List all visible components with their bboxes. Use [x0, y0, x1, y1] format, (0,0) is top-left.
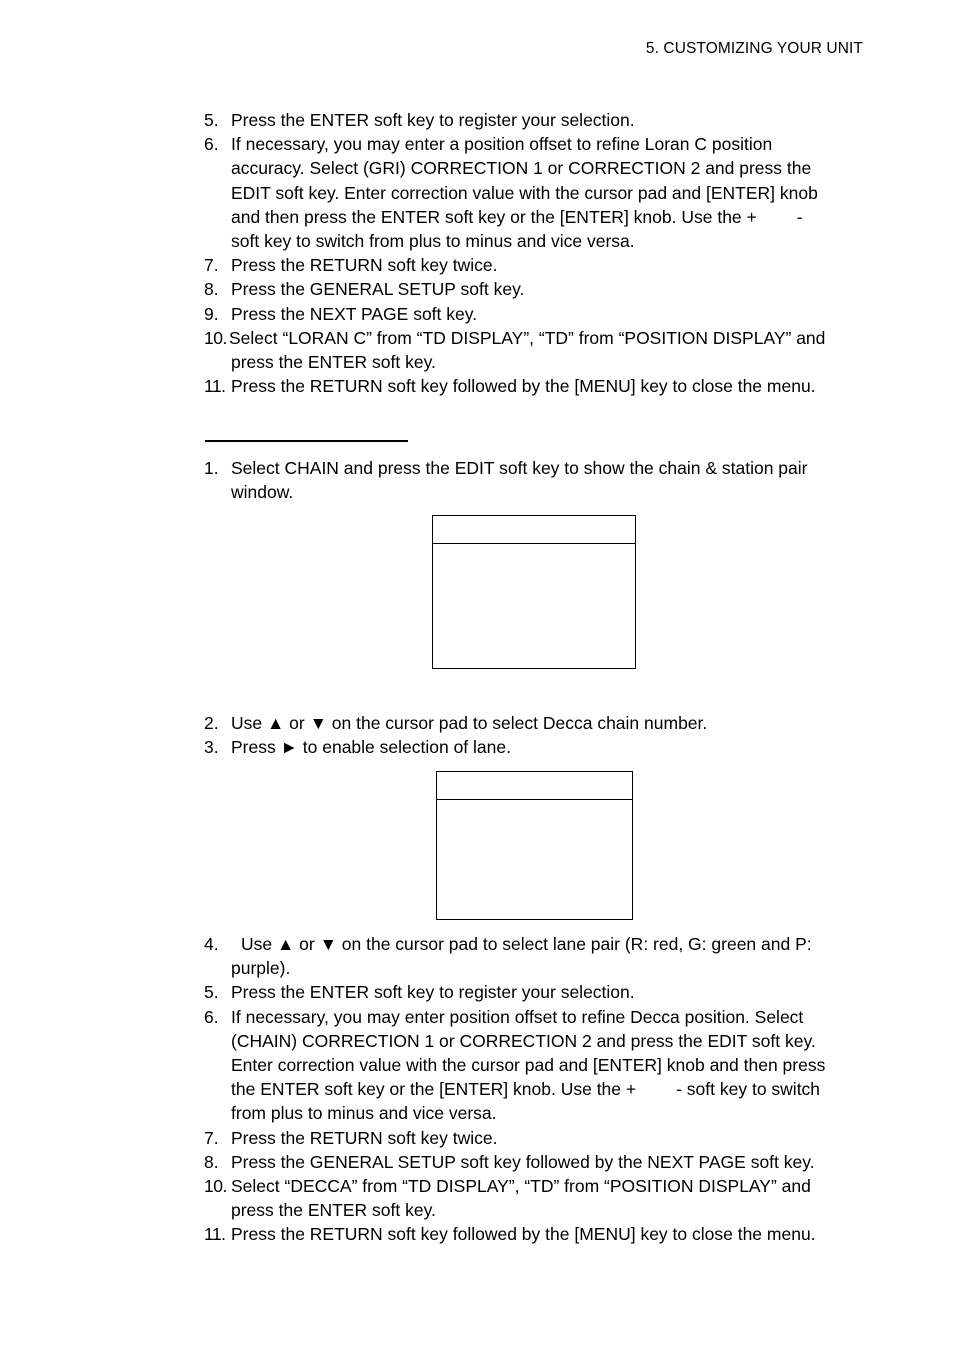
step-number: 4.: [204, 934, 219, 954]
step-text-line: EDIT soft key. Enter correction value with the cursor pad and [ENTER] knob: [231, 182, 818, 203]
step-number: 10.: [204, 327, 227, 348]
step-text-line: the ENTER soft key or the [ENTER] knob. Use the +: [231, 1079, 637, 1100]
decca-steps-list: [204, 711, 862, 759]
step-text: Press the RETURN soft key followed by the [MENU] key to close the menu.: [231, 1224, 816, 1245]
list-item: [204, 302, 862, 326]
list-item: [204, 1174, 862, 1222]
chain-station-pair-window-figure: [432, 515, 636, 669]
step-text-line: Select “LORAN C” from “TD DISPLAY”, “TD” from “POSITION DISPLAY” and: [229, 327, 826, 348]
step-number: 8.: [204, 279, 219, 300]
list-item: [204, 932, 862, 980]
list-item: [204, 1126, 862, 1150]
step-text: Press the ENTER soft key to register your selection.: [231, 982, 635, 1003]
list-item: [204, 980, 862, 1004]
decca-steps-list: [204, 456, 862, 504]
step-text-line: purple).: [231, 958, 291, 979]
window-title-bar: [437, 772, 632, 800]
step-text-line: Use ▲ or ▼ on the cursor pad to select lane pair (R: red, G: green and P:: [241, 934, 812, 954]
step-text-line: If necessary, you may enter position offset to refine Decca position. Select: [231, 1006, 804, 1027]
section-heading-rule: [205, 440, 408, 442]
step-number: 8.: [204, 1151, 219, 1172]
step-text: Press the RETURN soft key followed by the [MENU] key to close the menu.: [231, 376, 816, 397]
list-item: [204, 132, 862, 253]
step-text: Press the RETURN soft key twice.: [231, 255, 498, 276]
step-text: Press the ENTER soft key to register your selection.: [231, 110, 635, 130]
list-item: [204, 108, 862, 132]
lane-selection-window-figure: [436, 771, 633, 920]
step-text-line: Select “DECCA” from “TD DISPLAY”, “TD” from “POSITION DISPLAY” and: [231, 1176, 811, 1197]
step-number: 10.: [204, 1176, 227, 1197]
list-item: [204, 711, 862, 735]
running-head: 5. CUSTOMIZING YOUR UNIT: [645, 40, 863, 57]
list-item: [204, 1150, 862, 1174]
step-number: 7.: [204, 1127, 219, 1148]
step-number: 11.: [204, 1224, 226, 1245]
step-number: 1.: [204, 458, 219, 478]
step-text-line: press the ENTER soft key.: [231, 1200, 436, 1221]
step-number: 3.: [204, 737, 219, 758]
step-text-line: (CHAIN) CORRECTION 1 or CORRECTION 2 and press the EDIT soft key.: [231, 1030, 816, 1051]
list-item: [204, 277, 862, 301]
step-number: 2.: [204, 713, 219, 733]
list-item: [204, 1222, 862, 1246]
step-number: 6.: [204, 1006, 219, 1027]
step-text-line: Enter correction value with the cursor pad and [ENTER] knob and then press: [231, 1055, 826, 1076]
window-title-bar: [433, 516, 635, 544]
list-item: [204, 735, 862, 759]
step-text: Press the GENERAL SETUP soft key followed by the NEXT PAGE soft key.: [231, 1151, 815, 1172]
step-text-line: and then press the ENTER soft key or the [ENTER] knob. Use the +: [231, 206, 757, 227]
step-text-line: Select CHAIN and press the EDIT soft key to show the chain & station pair: [231, 458, 808, 478]
step-text: Press ► to enable selection of lane.: [231, 737, 511, 758]
step-number: 7.: [204, 255, 219, 276]
step-text: Press the RETURN soft key twice.: [231, 1127, 498, 1148]
list-item: [204, 456, 862, 504]
loran-steps-list: [204, 108, 862, 398]
step-text-line: from plus to minus and vice versa.: [231, 1103, 497, 1124]
step-text-line: soft key to switch from plus to minus and vice versa.: [231, 231, 635, 252]
step-number: 5.: [204, 110, 219, 130]
step-number: 5.: [204, 982, 219, 1003]
list-item: [204, 253, 862, 277]
step-number: 9.: [204, 303, 219, 324]
step-text-line: -: [796, 206, 803, 227]
list-item: [204, 326, 862, 374]
step-number: 6.: [204, 134, 219, 155]
step-text: Press the NEXT PAGE soft key.: [231, 303, 478, 324]
list-item: [204, 374, 862, 398]
decca-steps-list: [204, 932, 862, 1247]
step-text: Press the GENERAL SETUP soft key.: [231, 279, 525, 300]
step-text-line: - soft key to switch: [676, 1079, 821, 1100]
step-text-line: press the ENTER soft key.: [231, 352, 436, 373]
step-text-line: If necessary, you may enter a position offset to refine Loran C position: [231, 134, 773, 155]
step-number: 11.: [204, 376, 226, 397]
step-text-line: accuracy. Select (GRI) CORRECTION 1 or CORRECTION 2 and press the: [231, 158, 812, 179]
step-text-line: window.: [231, 482, 294, 503]
list-item: [204, 1005, 862, 1126]
step-text: Use ▲ or ▼ on the cursor pad to select Decca chain number.: [231, 713, 708, 733]
